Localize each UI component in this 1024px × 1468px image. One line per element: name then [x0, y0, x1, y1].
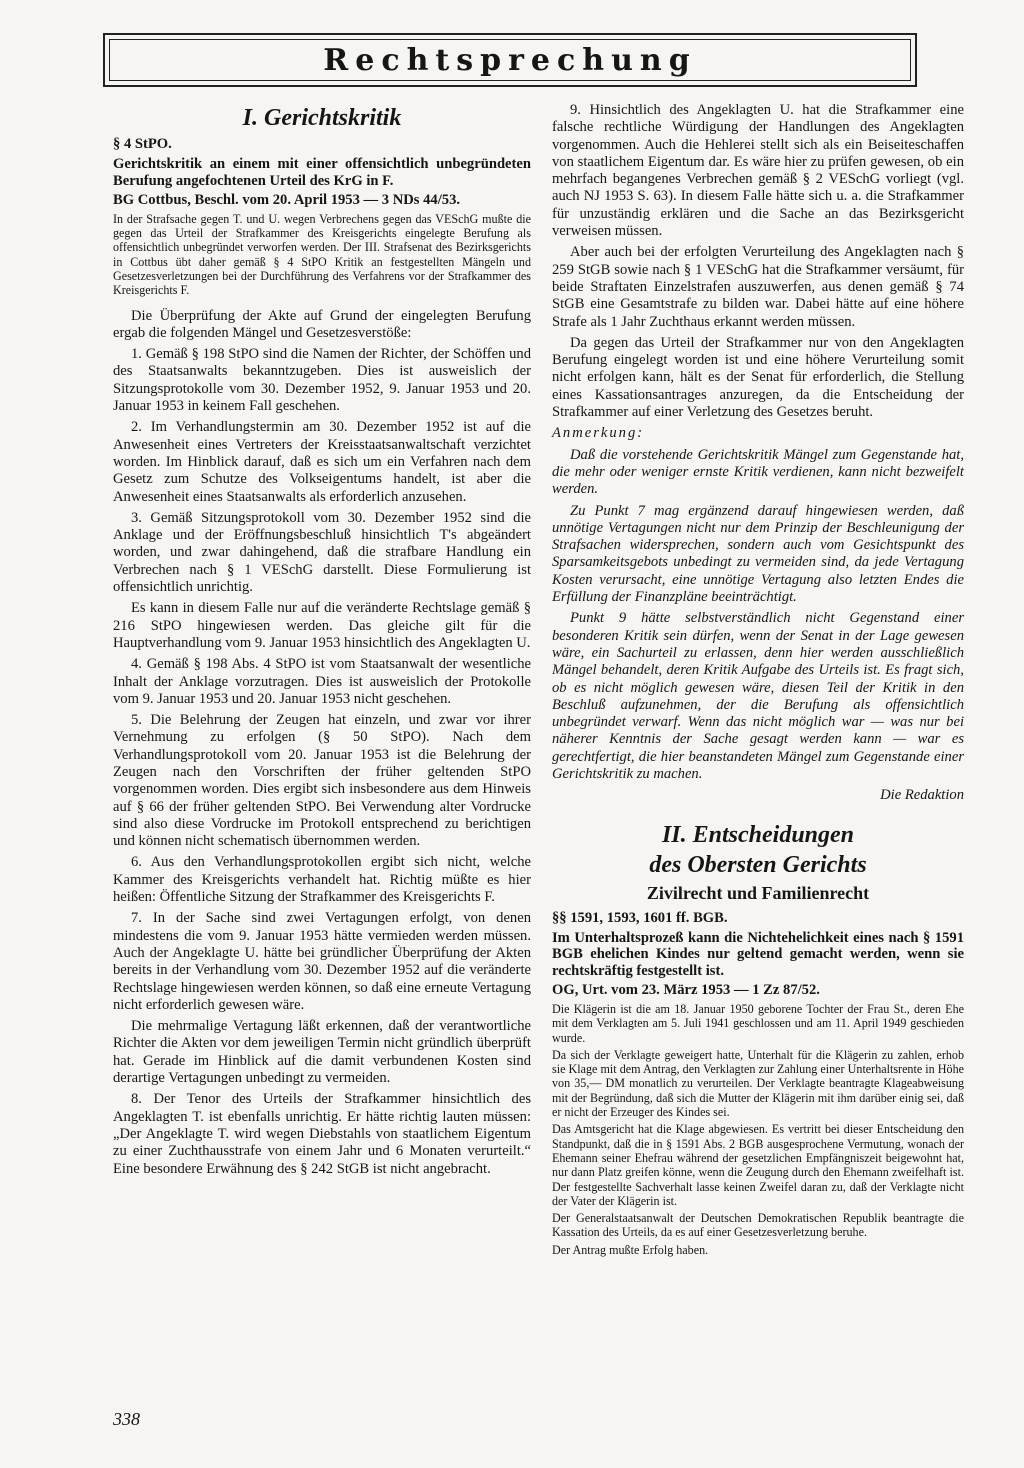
- section-1-citation: BG Cottbus, Beschl. vom 20. April 1953 — 3 NDs 44/53.: [113, 192, 461, 209]
- point-9-conclusion: Da gegen das Urteil der Strafkammer nur von den Angeklagten Berufung eingelegt worden ist und eine höhere Verurteilung somit nicht erfolgen kann, hält es der Senat für erforderlich, die Stellung eines Kassationsantrages anzuregen, da die Entscheidung der Strafkammer auf einer Verletzung des Gesetzes beruht.: [552, 334, 964, 421]
- page-title: Rechtsprechung: [323, 42, 697, 78]
- note-paragraph-3: Punkt 9 hätte selbstverständlich nicht Gegenstand einer besonderen Kritik sein dürfen, wenn der Senat in der Lage gewesen wäre, ein Sachurteil zu erlassen, denn hier werden ausschließlich Mängel behandelt, deren Kritik Aufgabe des Urteils ist. Es fragt sich, ob es nicht möglich gewesen wäre, diesen Teil der Kritik in den Beschluß aufzunehmen, der die Berufung als offensichtlich unbegründet verwarf. Wenn das nicht möglich war — was nur bei näherer Kenntnis der Sache gesagt werden kann — war es gerechtfertigt, die hier beanstandeten Mängel zum Gegenstande einer Gerichtskritik zu machen.: [552, 610, 964, 782]
- section-2-paragraph-3: Das Amtsgericht hat die Klage abgewiesen. Es vertritt bei dieser Entscheidung den Standpunkt, daß die in § 1591 Abs. 2 BGB ausgesprochene Vermutung, wonach der Ehemann seiner Ehefrau während der gesetzlichen Empfängniszeit beigewohnt hat, nur dann Platz greifen könne, wenn die Zeugung durch den Ehemann zweifelhaft ist. Der festgestellte Sachverhalt lasse keinen Zweifel daran zu, daß der Verklagte nicht der Vater der Klägerin ist.: [552, 1122, 964, 1208]
- editorial-signature: Die Redaktion: [880, 787, 964, 804]
- point-3-continuation: Es kann in diesem Falle nur auf die veränderte Rechtslage gemäß § 216 StPO hingewiesen werden. Das gleiche gilt für die Hauptverhandlung vom 9. Januar 1953 hinsichtlich des Angeklagten U.: [113, 600, 531, 651]
- page-number: 338: [113, 1409, 140, 1429]
- left-column: [113, 102, 531, 1182]
- point-6: 6. Aus den Verhandlungsprotokollen ergibt sich nicht, welche Kammer des Kreisgerichts verhandelt hat. Richtig müßte es hier heißen: Öffentliche Sitzung der Strafkammer des Kreisgerichts F.: [113, 854, 531, 906]
- section-1-summary: In der Strafsache gegen T. und U. wegen Verbrechens gegen das VESchG mußte die gegen das Urteil der Strafkammer des Kreisgerichts eingelegte Berufung als offensichtlich unbegründet verworfen werden. Der III. Strafsenat des Bezirksgerichts in Cottbus übt daher gemäß § 4 StPO Kritik an festgestellten Mängeln und Gesetzesverletzungen bei der Durchführung des Verfahrens vor der Strafkammer des Kreisgerichts F.: [113, 211, 531, 298]
- masthead-inner-frame: [109, 39, 911, 81]
- section-2-paragraph-4: Der Generalstaatsanwalt der Deutschen Demokratischen Republik beantragte die Kassation des Urteils, da es auf einer Gesetzesverletzung beruhe.: [552, 1211, 964, 1240]
- masthead-frame: [103, 33, 917, 87]
- section-2-title-line-2: des Obersten Gerichts: [649, 851, 867, 878]
- note-paragraph-1: Daß die vorstehende Gerichtskritik Mängel zum Gegenstande hat, die mehr oder weniger ernste Kritik verdienen, kann nicht bezweifelt werden.: [552, 446, 964, 498]
- section-2-paragraph-1: Die Klägerin ist die am 18. Januar 1950 geborene Tochter der Frau St., deren Ehe mit dem Verklagten am 5. Juli 1941 geschlossen und am 11. April 1949 geschieden wurde.: [552, 1001, 964, 1045]
- point-2: 2. Im Verhandlungstermin am 30. Dezember 1952 ist auf die Anwesenheit eines Vertreters der Kreisstaatsanwaltschaft verzichtet worden. Im Hinblick darauf, daß es sich um ein Verfahren nach dem Gesetz zum Schutze des Volkseigentums handelt, ist aber die Anwesenheit eines Staatsanwalts als erforderlich anzusehen.: [113, 419, 531, 505]
- point-8: 8. Der Tenor des Urteils der Strafkammer hinsichtlich des Angeklagten T. ist ebenfalls unrichtig. Er hätte richtig lauten müssen: „Der Angeklagte T. wird wegen Diebstahls von staatlichem Eigentum zu einer Zuchthausstrafe von einem Jahr und 6 Monaten verurteilt.“ Eine besondere Erwähnung des § 242 StGB ist nicht angebracht.: [113, 1091, 531, 1177]
- right-column: [552, 102, 964, 1260]
- section-1-intro: Die Überprüfung der Akte auf Grund der eingelegten Berufung ergab die folgenden Mängel und Gesetzesverstöße:: [113, 307, 531, 341]
- note-paragraph-2: Zu Punkt 7 mag ergänzend darauf hingewiesen werden, daß unnötige Vertagungen nicht nur dem Prinzip der Beschleunigung der Strafsachen widersprechen, sondern auch vom Gesichtspunkt des Sparsamkeitsgebots unbedingt zu vermeiden sind, da jede Vertagung Kosten verursacht, eine unnötige Vertagung also letzten Endes die Erfüllung der Finanzpläne beeinträchtigt.: [552, 502, 964, 606]
- section-2-paragraph-5: Der Antrag mußte Erfolg haben.: [552, 1242, 709, 1257]
- point-1: 1. Gemäß § 198 StPO sind die Namen der Richter, der Schöffen und des Staatsanwalts bekanntzugeben. Dies ist ausweislich der Sitzungsprotokolle vom 30. Dezember 1952, 9. Januar 1953 und 20. Januar 1953 in keinem Fall geschehen.: [113, 346, 531, 415]
- section-1-title: I. Gerichtskritik: [242, 105, 402, 131]
- section-2-citation: OG, Urt. vom 23. März 1953 — 1 Zz 87/52.: [552, 982, 820, 999]
- point-4: 4. Gemäß § 198 Abs. 4 StPO ist vom Staatsanwalt der wesentliche Inhalt der Anklage vorzutragen. Dies ist ausweislich der Protokolle vom 9. Januar 1953 und 20. Januar 1953 nicht geschehen.: [113, 656, 531, 707]
- section-2-headnote: Im Unterhaltsprozeß kann die Nichtehelichkeit eines nach § 1591 BGB ehelichen Kindes nur geltend gemacht werden, wenn sie rechtskräftig festgestellt ist.: [552, 929, 964, 979]
- section-2-subtitle: Zivilrecht und Familienrecht: [646, 882, 870, 903]
- point-9: 9. Hinsichtlich des Angeklagten U. hat die Strafkammer eine falsche rechtliche Würdigung der Handlungen des Angeklagten vorgenommen. Auch die Hehlerei stellt sich als ein Beiseiteschaffen von staatlichem Eigentum dar. Es wäre hier zu prüfen gewesen, ob ein mehrfach begangenes Verbrechen gemäß § 2 VESchG vorliegt (vgl. auch NJ 1953 S. 63). In diesem Falle hätte sich u. a. die Strafkammer für unzuständig erklären und die Sache an das Bezirksgericht verweisen müssen.: [552, 102, 964, 240]
- point-3: 3. Gemäß Sitzungsprotokoll vom 30. Dezember 1952 sind die Anklage und der Eröffnungsbeschluß hinsichtlich T's abgeändert worden, und zwar dahingehend, daß die strafbare Handlung ein Verbrechen nach § 1 VESchG darstellt. Diese Formulierung ist offensichtlich unrichtig.: [113, 509, 531, 596]
- point-7: 7. In der Sache sind zwei Vertagungen erfolgt, von denen mindestens die vom 9. Januar 1953 hätte vermieden werden müssen. Auch der Angeklagte U. hätte bei gründlicher Überprüfung der Akten bereits in der Verhandlung vom 30. Dezember 1952 auf die veränderte Rechtslage hingewiesen werden können, so daß eine erneute Vertagung nicht erforderlich gewesen wäre.: [113, 910, 531, 1013]
- section-1-statute-ref: § 4 StPO.: [113, 136, 172, 152]
- section-2-statute-ref: §§ 1591, 1593, 1601 ff. BGB.: [552, 909, 728, 926]
- section-2-paragraph-2: Da sich der Verklagte geweigert hatte, Unterhalt für die Klägerin zu zahlen, erhob sie Klage mit dem Antrag, den Verklagten zur Zahlung einer Unterhaltsrente in Höhe von 35,— DM monatlich zu verurteilen. Der Verklagte beantragte Klageabweisung mit der Begründung, daß sich die Mutter der Klägerin mit ihm darüber einig sei, daß er nicht der Erzeuger des Kindes sei.: [552, 1047, 964, 1120]
- section-1-headnote: Gerichtskritik an einem mit einer offensichtlich unbegründeten Berufung angefochtenen Urteil des KrG in F.: [113, 156, 531, 189]
- point-5: 5. Die Belehrung der Zeugen hat einzeln, und zwar vor ihrer Vernehmung zu erfolgen (§ 50 StPO). Nach dem Verhandlungsprotokoll vom 20. Januar 1953 ist die Belehrung der Zeugen nach den Vorschriften der früher geltenden StPO vorgenommen worden. Dies ergibt sich insbesondere aus dem Hinweis auf § 66 der früher geltenden StPO. Bei Verwendung alter Vordrucke sind also diese Vordrucke im Protokoll entsprechend zu berichtigen und können nicht schematisch übernommen werden.: [113, 712, 531, 850]
- section-2-title-line-1: II. Entscheidungen: [661, 821, 855, 848]
- point-7-continuation: Die mehrmalige Vertagung läßt erkennen, daß der verantwortliche Richter die Akten vor dem jeweiligen Termin nicht gründlich überprüft hat. Gerade im Hinblick auf die damit verbundenen Kosten sind derartige Vertagungen unbedingt zu vermeiden.: [113, 1018, 531, 1087]
- note-label: Anmerkung:: [552, 425, 645, 442]
- point-9-continuation: Aber auch bei der erfolgten Verurteilung des Angeklagten nach § 259 StGB sowie nach § 1 VESchG hat die Strafkammer versäumt, für beide Straftaten Einzelstrafen auszuwerfen, aus denen gemäß § 74 StGB eine Gesamtstrafe zu bilden war. Dabei hätte auf eine höhere Strafe als 1 Jahr Zuchthaus erkannt werden müssen.: [552, 244, 964, 330]
